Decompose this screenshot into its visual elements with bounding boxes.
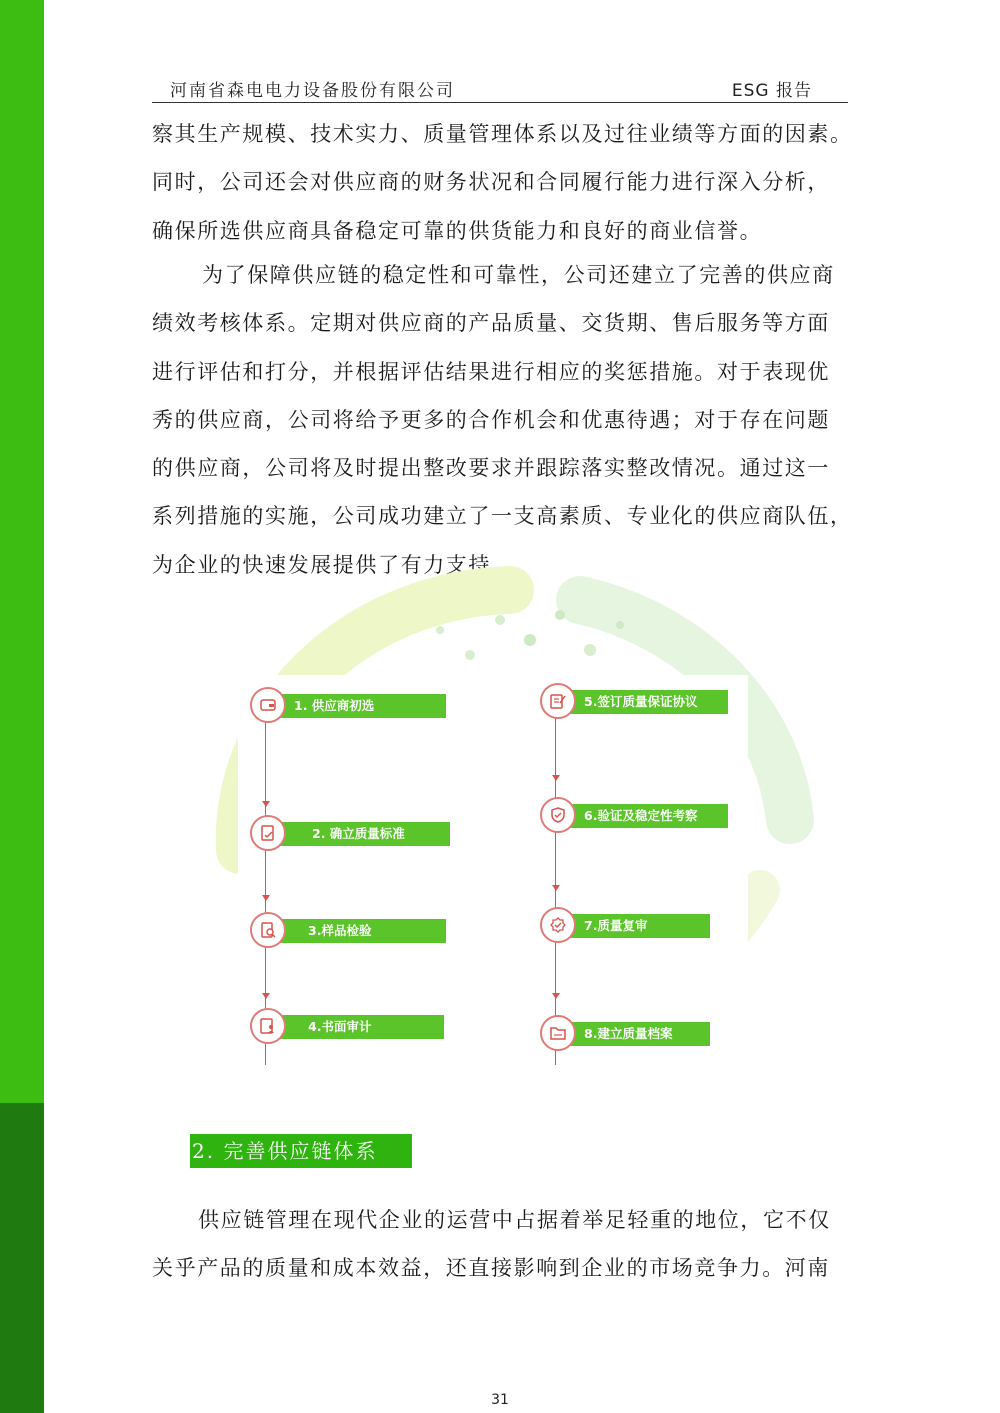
paragraph-supplier-evaluation	[152, 110, 852, 255]
report-title: ESG 报告	[731, 81, 812, 101]
connector-arrow	[552, 775, 560, 781]
text-line: 同时，公司还会对供应商的财务状况和合同履行能力进行深入分析，	[152, 170, 830, 195]
flow-step-label: 7.质量复审	[562, 914, 710, 938]
sidebar-accent-bar	[0, 0, 44, 1103]
flow-step-label: 1. 供应商初选	[272, 694, 446, 718]
shield-check-icon	[540, 797, 576, 833]
connector-arrow	[262, 993, 270, 999]
folder-icon	[540, 1015, 576, 1051]
connector-arrow	[552, 885, 560, 891]
text-line: 进行评估和打分，并根据评估结果进行相应的奖惩措施。对于表现优	[152, 359, 830, 384]
flow-step-label: 3.样品检验	[272, 919, 446, 943]
text-line: 关乎产品的质量和成本效益，还直接影响到企业的市场竞争力。河南	[152, 1256, 830, 1281]
text-line: 系列措施的实施，公司成功建立了一支高素质、专业化的供应商队伍，	[152, 504, 853, 529]
document-edit-icon	[540, 683, 576, 719]
text-line: 秀的供应商，公司将给予更多的合作机会和优惠待遇；对于存在问题	[152, 407, 830, 432]
section-heading-text: 2. 完善供应链体系	[192, 1139, 378, 1163]
text-line: 察其生产规模、技术实力、质量管理体系以及过往业绩等方面的因素。	[152, 122, 853, 146]
text-line: 为了保障供应链的稳定性和可靠性，公司还建立了完善的供应商	[202, 263, 835, 287]
badge-check-icon	[540, 907, 576, 943]
text-line: 供应链管理在现代企业的运营中占据着举足轻重的地位，它不仅	[198, 1208, 831, 1232]
text-line: 绩效考核体系。定期对供应商的产品质量、交货期、售后服务等方面	[152, 311, 830, 336]
company-name: 河南省森电电力设备股份有限公司	[170, 81, 455, 101]
text-line: 为企业的快速发展提供了有力支持。	[152, 552, 514, 577]
wallet-icon	[250, 687, 286, 723]
text-line: 确保所选供应商具备稳定可靠的供货能力和良好的商业信誉。	[152, 218, 763, 243]
text-line: 的供应商，公司将及时提出整改要求并跟踪落实整改情况。通过这一	[152, 456, 830, 481]
document-search-icon	[250, 912, 286, 948]
connector-arrow	[262, 895, 270, 901]
page-header	[152, 74, 848, 103]
page-number: 31	[491, 1392, 509, 1408]
checklist-icon	[250, 815, 286, 851]
connector-arrow	[552, 993, 560, 999]
supplier-quality-flowchart	[238, 675, 748, 1070]
flow-step-label: 4.书面审计	[272, 1015, 444, 1039]
flow-step-label: 2. 确立质量标准	[272, 822, 450, 846]
connector-arrow	[262, 801, 270, 807]
sidebar-accent-bar-dark	[0, 1103, 44, 1413]
flow-step-label: 5.签订质量保证协议	[562, 690, 728, 714]
section-heading	[190, 1134, 412, 1168]
document-person-icon	[250, 1008, 286, 1044]
connector-line-right	[555, 717, 556, 1065]
paragraph-supply-chain	[152, 1196, 852, 1293]
flow-step-label: 6.验证及稳定性考察	[562, 804, 728, 828]
flow-step-label: 8.建立质量档案	[562, 1022, 710, 1046]
